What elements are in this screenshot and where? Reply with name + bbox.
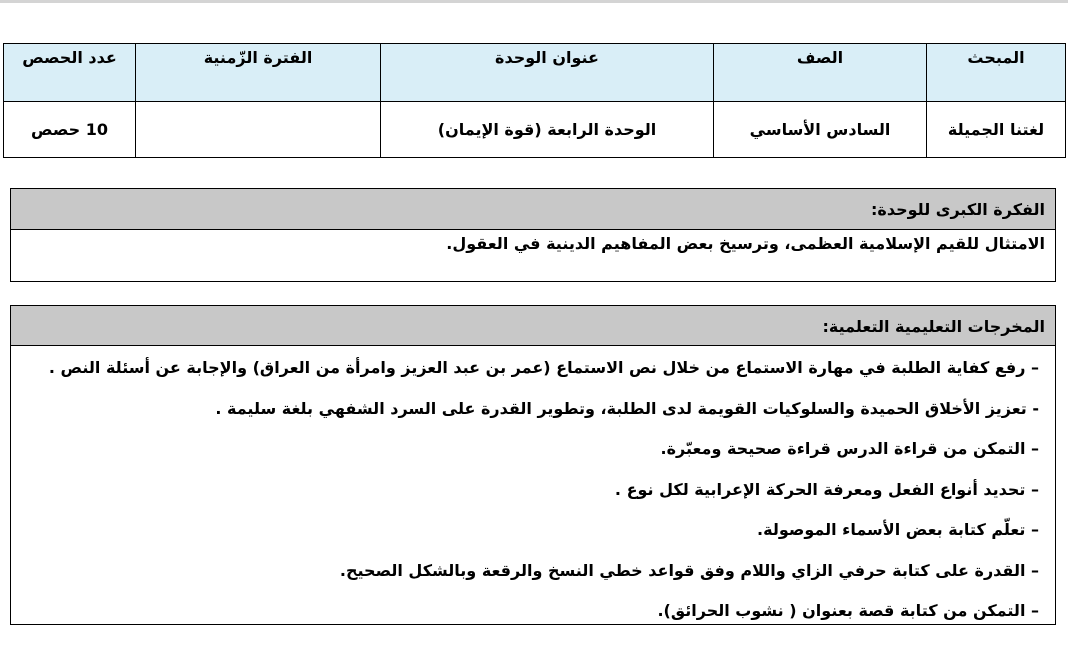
value-lesson-count: 10 حصص [4, 102, 136, 158]
value-grade: السادس الأساسي [714, 102, 927, 158]
header-row [4, 44, 1066, 102]
value-time-period [136, 102, 381, 158]
header-lesson-count: عدد الحصص [4, 44, 136, 102]
outcome-item: – التمكن من قراءة الدرس قراءة صحيحة ومعبّرة. [660, 439, 1039, 458]
header-grade: الصف [714, 44, 927, 102]
header-time-period: الفترة الزّمنية [136, 44, 381, 102]
value-row [4, 102, 1066, 158]
big-idea-title: الفكرة الكبرى للوحدة: [11, 189, 1055, 230]
big-idea-section [10, 188, 1056, 282]
learning-outcomes-section [10, 305, 1056, 625]
header-subject: المبحث [927, 44, 1066, 102]
outcome-item: – التمكن من كتابة قصة بعنوان ( نشوب الحرائق). [657, 601, 1039, 620]
outcome-item: – رفع كفاية الطلبة في مهارة الاستماع من خلال نص الاستماع (عمر بن عبد العزيز وامرأة من العراق) والإجابة عن أسئلة النص . [48, 358, 1039, 377]
outcome-item: – تعلّم كتابة بعض الأسماء الموصولة. [757, 520, 1039, 539]
unit-info-table [3, 43, 1066, 158]
header-unit-title: عنوان الوحدة [381, 44, 714, 102]
value-unit-title: الوحدة الرابعة (قوة الإيمان) [381, 102, 714, 158]
big-idea-text: الامتثال للقيم الإسلامية العظمى، وترسيخ بعض المفاهيم الدينية في العقول. [446, 234, 1045, 253]
learning-outcomes-title: المخرجات التعليمية التعلمية: [11, 306, 1055, 346]
outcome-item: - تعزيز الأخلاق الحميدة والسلوكيات القويمة لدى الطلبة، وتطوير القدرة على السرد الشفهي بلغة سليمة . [215, 398, 1039, 418]
outcome-item: – تحديد أنواع الفعل ومعرفة الحركة الإعرابية لكل نوع . [614, 479, 1039, 499]
outcome-item: – القدرة على كتابة حرفي الزاي واللام وفق قواعد خطي النسخ والرقعة وبالشكل الصحيح. [339, 560, 1039, 580]
learning-outcomes-list [11, 346, 1055, 633]
top-rule [0, 0, 1068, 3]
value-subject: لغتنا الجميلة [927, 102, 1066, 158]
